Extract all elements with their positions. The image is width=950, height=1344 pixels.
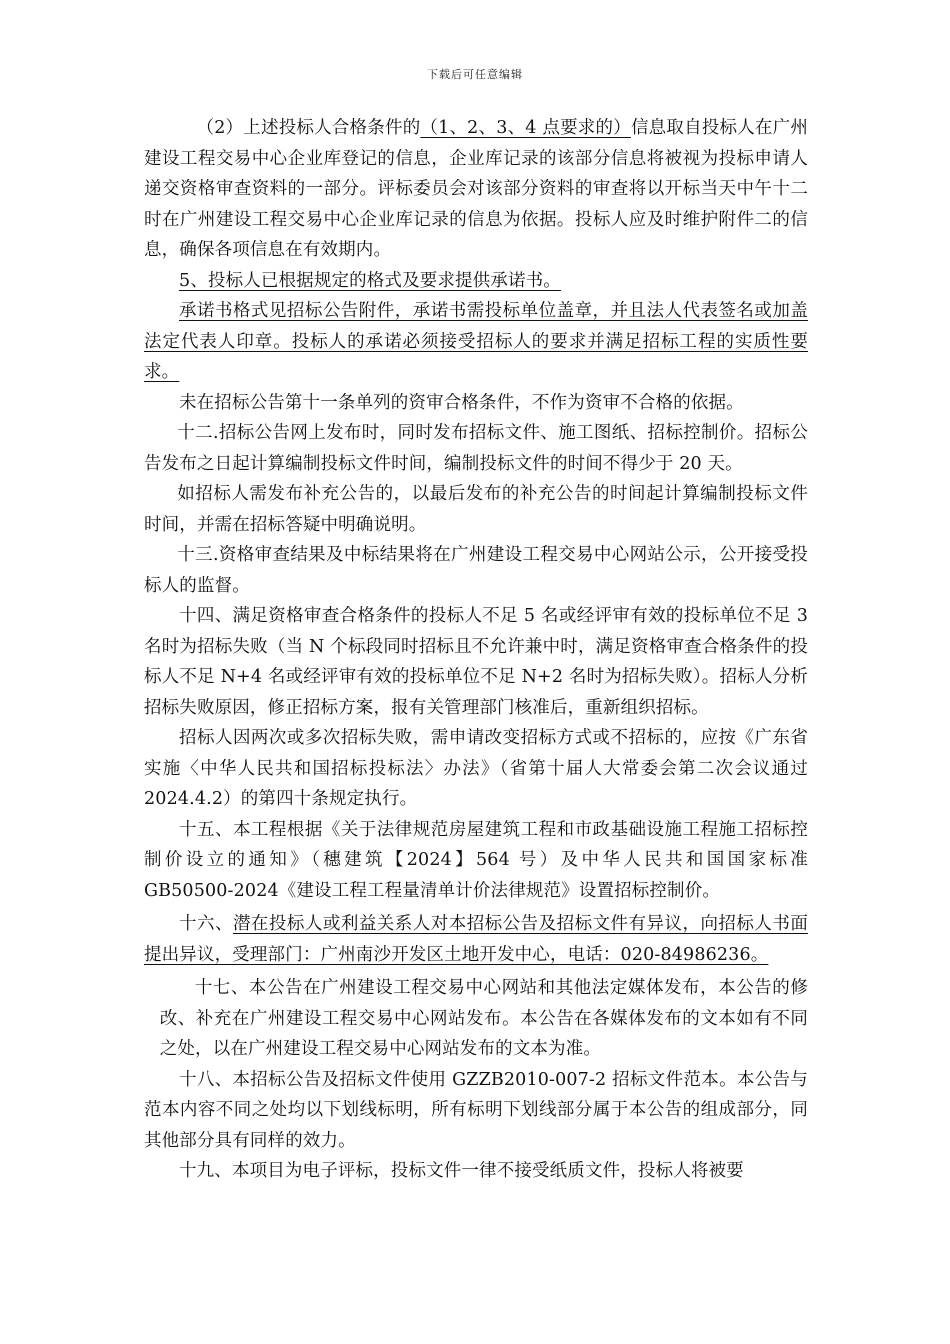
underlined-text: （1、2、3、4 点要求的）	[420, 118, 631, 138]
paragraph-section-13: 十三.资格审查结果及中标结果将在广州建设工程交易中心网站公示，公开接受投标人的监督。	[144, 545, 808, 596]
paragraph-unlisted-conditions: 未在招标公告第十一条单列的资审合格条件，不作为资审不合格的依据。	[179, 392, 744, 413]
paragraph-section-16	[144, 909, 808, 970]
paragraph-text: 信息取自投标人在广州建设工程交易中心企业库登记的信息，企业库记录的该部分信息将被视为投标申请人递交资格审查资料的一部分。评标委员会对该部分资料的审查将以开标当天中午十二时在广州建设工程交易中心企业库记录的信息为依据。投标人应及时维护附件二的信息，确保各项信息在有效期内。	[144, 118, 809, 260]
paragraph-section-17: 十七、本公告在广州建设工程交易中心网站和其他法定媒体发布，本公告的修改、补充在广州建设工程交易中心网站发布。本公告在各媒体发布的文本如有不同之处，以在广州建设工程交易中心网站发布的文本为准。	[159, 978, 808, 1059]
underlined-text: 潜在投标人或利益关系人对本招标公告及招标文件有异议，向招标人书面提出异议，受理部门：广州南沙开发区土地开发中心，电话：020-84986236。	[144, 914, 808, 965]
paragraph-qualification-info	[144, 113, 808, 266]
paragraph-commitment-item	[144, 266, 808, 297]
paragraph-supplementary-notice: 如招标人需发布补充公告的，以最后发布的补充公告的时间起计算编制投标文件时间，并需在招标答疑中明确说明。	[144, 484, 808, 535]
paragraph-section-18: 十八、本招标公告及招标文件使用 GZZB2010-007-2 招标文件范本。本公告与范本内容不同之处均以下划线标明，所有标明下划线部分属于本公告的组成部分，同其他部分具有同样的效力。	[144, 1069, 808, 1151]
underlined-text: 承诺书格式见招标公告附件，承诺书需投标单位盖章，并且法人代表签名或加盖法定代表人印章。投标人的承诺必须接受招标人的要求并满足招标工程的实质性要求。	[144, 301, 808, 382]
paragraph-section-14: 十四、满足资格审查合格条件的投标人不足 5 名或经评审有效的投标单位不足 3 名时为招标失败（当 N 个标段同时招标且不允许兼中时，满足资格审查合格条件的投标人不足 N+4 名或经评审有效的投标单位不足 N+2 名时为招标失败）。招标人分析招标失败原因，修正招标方案，报有关管理部门核准后，重新组织招标。	[144, 606, 808, 718]
paragraph-section-15: 十五、本工程根据《关于法律规范房屋建筑工程和市政基础设施工程施工招标控制价设立的通知》（穗建筑【2024】564 号）及中华人民共和国国家标准 GB50500-2024《建设工程工程量清单计价法律规范》设置招标控制价。	[144, 819, 808, 901]
paragraph-section-12: 十二.招标公告网上发布时，同时发布招标文件、施工图纸、招标控制价。招标公告发布之日起计算编制投标文件时间，编制投标文件的时间不得少于 20 天。	[144, 423, 808, 474]
paragraph-text: 十六、	[179, 914, 233, 934]
paragraph-commitment-format	[144, 296, 808, 388]
underlined-text: 5、投标人已根据规定的格式及要求提供承诺书。	[179, 270, 561, 291]
paragraph-repeated-failure: 招标人因两次或多次招标失败，需申请改变招标方式或不招标的，应按《广东省实施〈中华人民共和国招标投标法〉办法》（省第十届人大常委会第二次会议通过 2024.4.2）的第四十条规定执行。	[144, 728, 808, 809]
document-body	[144, 113, 808, 1187]
paragraph-section-19: 十九、本项目为电子评标，投标文件一律不接受纸质文件，投标人将被要	[179, 1161, 744, 1181]
paragraph-text: （2）上述投标人合格条件的	[196, 118, 421, 138]
page-header-note: 下载后可任意编辑	[427, 68, 523, 81]
